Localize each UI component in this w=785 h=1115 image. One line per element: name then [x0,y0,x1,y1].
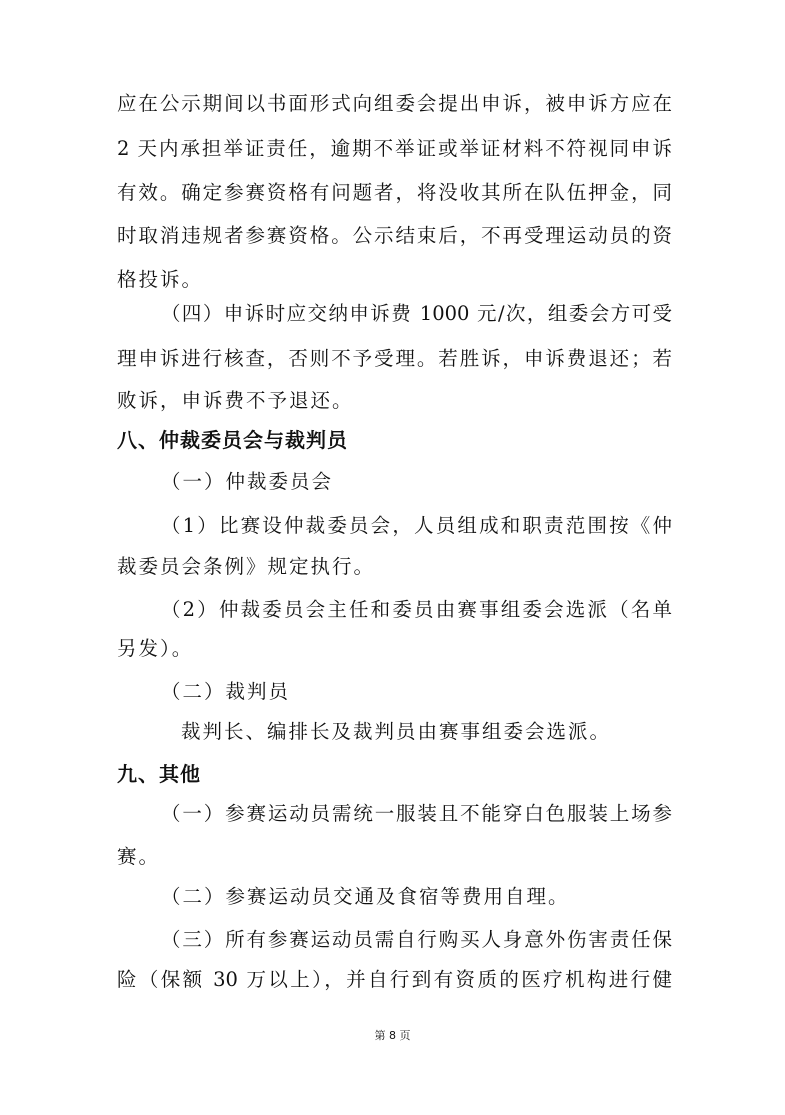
paragraph-line: 另发）。 [117,637,194,660]
paragraph-line: 赛。 [117,845,161,868]
section-heading: 九、其他 [117,762,201,786]
section-heading: 八、仲裁委员会与裁判员 [117,428,348,452]
page-number: 第 8 页 [374,1029,411,1042]
paragraph-line: 时取消违规者参赛资格。公示结束后，不再受理运动员的资 [117,224,672,247]
paragraph-line: 裁委员会条例》规定执行。 [117,555,376,578]
paragraph-line: 理申诉进行核查，否则不予受理。若胜诉，申诉费退还；若 [117,347,672,370]
paragraph-line: 应在公示期间以书面形式向组委会提出申诉，被申诉方应在 [117,92,672,115]
paragraph-line: 裁判长、编排长及裁判员由赛事组委会选派。 [181,720,612,743]
subsection-heading: （二）裁判员 [161,680,291,703]
paragraph-line: （二）参赛运动员交通及食宿等费用自理。 [161,885,570,908]
paragraph-line: 有效。确定参赛资格有问题者，将没收其所在队伍押金，同 [117,181,672,204]
paragraph-line: （2）仲裁委员会主任和委员由赛事组委会选派（名单 [161,598,672,621]
paragraph-line: 2 天内承担举证责任，逾期不举证或举证材料不符视同申诉 [117,137,672,160]
paragraph-line: （四）申诉时应交纳申诉费 1000 元/次，组委会方可受 [161,302,672,325]
subsection-heading: （一）仲裁委员会 [161,470,334,493]
paragraph-line: 险（保额 30 万以上），并自行到有资质的医疗机构进行健 [117,968,672,991]
paragraph-line: 败诉，申诉费不予退还。 [117,389,354,412]
paragraph-line: （1）比赛设仲裁委员会，人员组成和职责范围按《仲 [161,514,672,537]
paragraph-line: 格投诉。 [117,268,204,291]
paragraph-line: （三）所有参赛运动员需自行购买人身意外伤害责任保 [161,928,672,951]
paragraph-line: （一）参赛运动员需统一服装且不能穿白色服装上场参 [161,802,672,825]
